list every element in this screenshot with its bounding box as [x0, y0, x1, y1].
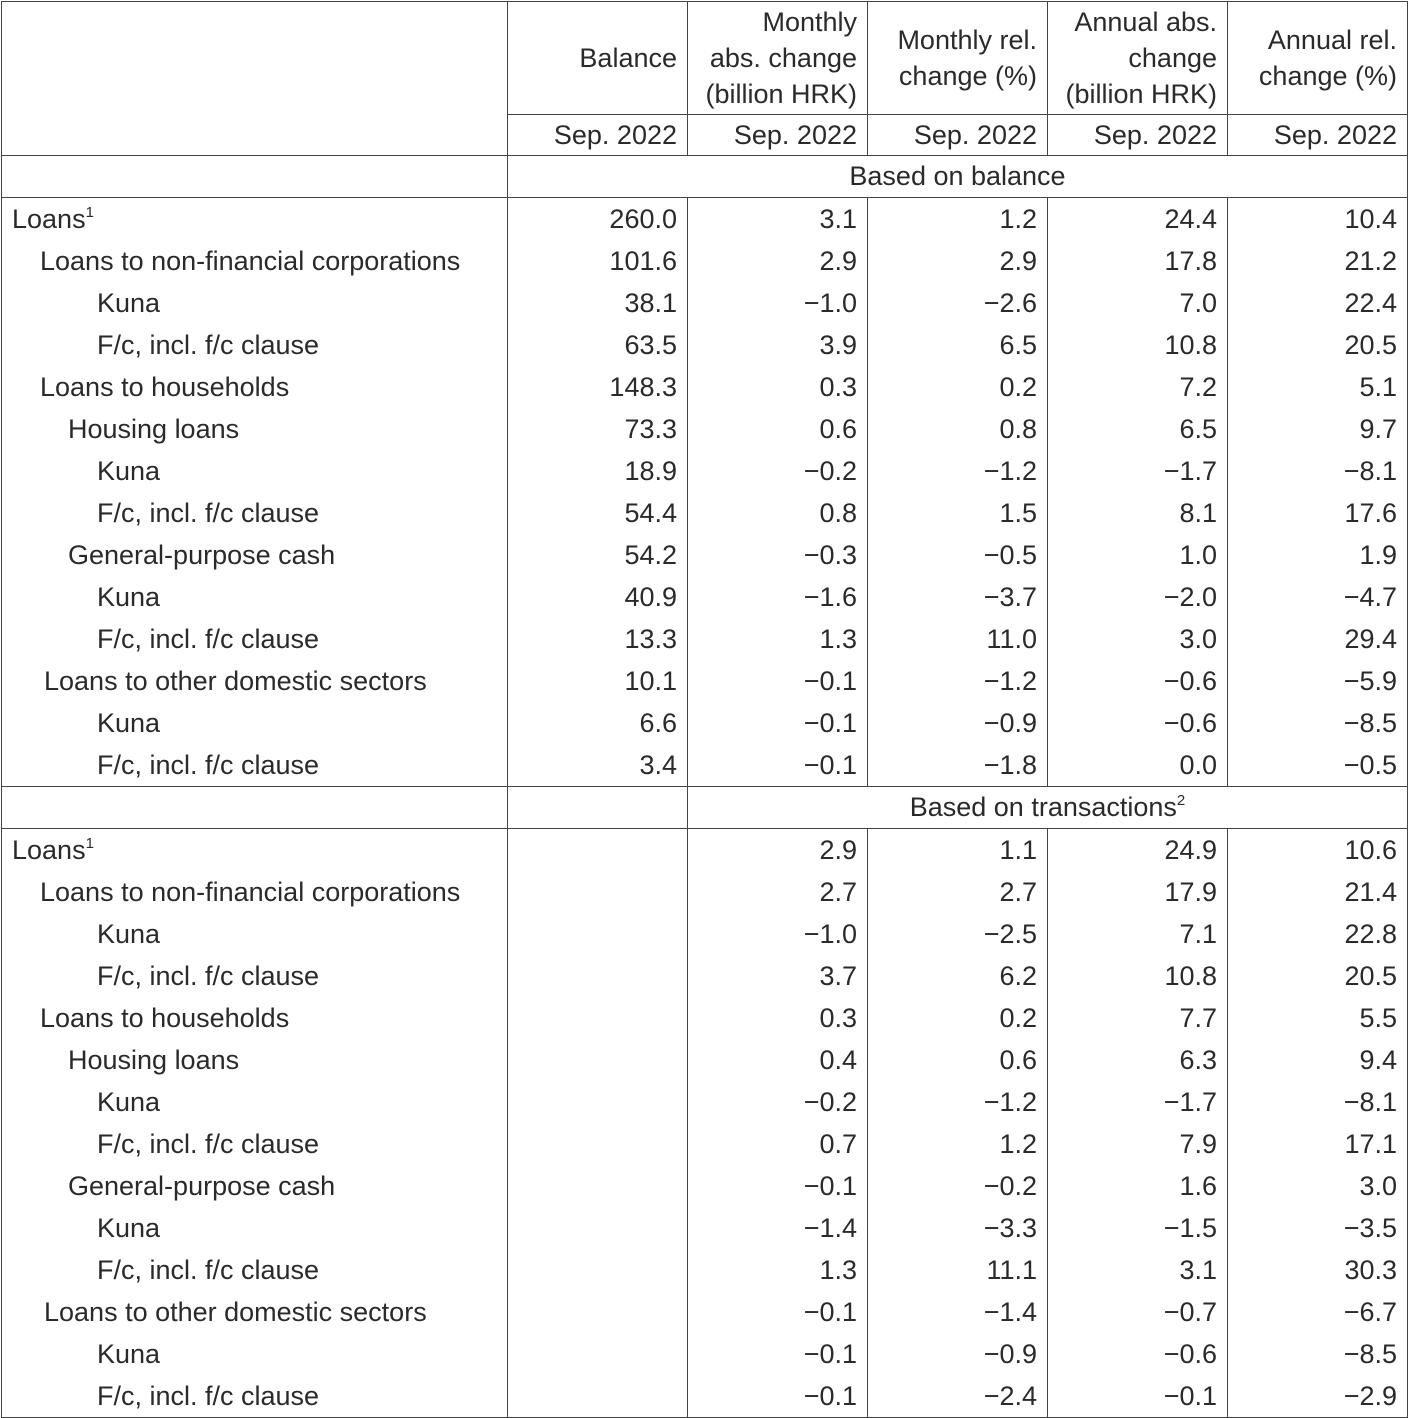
value-cell: −8.5	[1228, 1333, 1408, 1375]
value-cell: 18.9	[508, 450, 688, 492]
value-cell: 3.7	[688, 955, 868, 997]
value-cell: 2.9	[688, 829, 868, 872]
row-label: F/c, incl. f/c clause	[97, 750, 320, 780]
row-label: General-purpose cash	[68, 1171, 336, 1201]
value-cell: −0.1	[688, 1375, 868, 1418]
value-cell: 20.5	[1228, 955, 1408, 997]
section-label	[508, 156, 1408, 198]
row-label: F/c, incl. f/c clause	[97, 1381, 320, 1411]
value-cell: 0.8	[688, 492, 868, 534]
value-cell: −0.5	[868, 534, 1048, 576]
value-cell: 260.0	[508, 198, 688, 241]
row-label-cell	[2, 1039, 508, 1081]
value-cell: −0.1	[688, 1165, 868, 1207]
value-cell: −0.9	[868, 702, 1048, 744]
value-cell: 3.0	[1048, 618, 1228, 660]
row-label: Loans to non-financial corporations	[40, 246, 461, 276]
row-label: Kuna	[97, 1213, 161, 1243]
value-cell: −2.9	[1228, 1375, 1408, 1418]
value-cell: −3.7	[868, 576, 1048, 618]
value-cell: 1.0	[1048, 534, 1228, 576]
row-label: Loans to households	[40, 1003, 290, 1033]
value-cell	[508, 871, 688, 913]
value-cell: 0.2	[868, 366, 1048, 408]
value-cell: −6.7	[1228, 1291, 1408, 1333]
value-cell	[508, 955, 688, 997]
header-corner-cell	[2, 2, 508, 156]
value-cell: 6.3	[1048, 1039, 1228, 1081]
value-cell: 9.7	[1228, 408, 1408, 450]
value-cell: 6.5	[1048, 408, 1228, 450]
value-cell: 17.6	[1228, 492, 1408, 534]
row-label-cell	[2, 366, 508, 408]
value-cell: −0.3	[688, 534, 868, 576]
table-row	[2, 282, 1408, 324]
value-cell: 1.9	[1228, 534, 1408, 576]
row-label-cell	[2, 1123, 508, 1165]
table-row	[2, 576, 1408, 618]
row-label-cell	[2, 829, 508, 872]
value-cell: 38.1	[508, 282, 688, 324]
value-cell: −0.1	[688, 660, 868, 702]
value-cell: −8.5	[1228, 702, 1408, 744]
value-cell: 1.3	[688, 1249, 868, 1291]
value-cell: 1.3	[688, 618, 868, 660]
value-cell: 3.9	[688, 324, 868, 366]
header-date: Sep. 2022	[508, 115, 688, 156]
row-label: Loans to other domestic sectors	[44, 666, 427, 696]
value-cell: −0.1	[688, 1291, 868, 1333]
value-cell: −1.6	[688, 576, 868, 618]
table-row	[2, 1291, 1408, 1333]
row-label-cell	[2, 198, 508, 241]
row-label: F/c, incl. f/c clause	[97, 330, 320, 360]
row-label-cell	[2, 282, 508, 324]
value-cell	[508, 1375, 688, 1418]
value-cell: −2.0	[1048, 576, 1228, 618]
row-label-cell	[2, 1207, 508, 1249]
value-cell: 148.3	[508, 366, 688, 408]
value-cell: 3.1	[1048, 1249, 1228, 1291]
row-label: Kuna	[97, 1339, 161, 1369]
value-cell	[508, 1123, 688, 1165]
header-text-line: change (%)	[1258, 61, 1397, 91]
value-cell	[508, 1333, 688, 1375]
table-row	[2, 1081, 1408, 1123]
row-label: Loans to other domestic sectors	[44, 1297, 427, 1327]
value-cell: 1.1	[868, 829, 1048, 872]
table-row	[2, 955, 1408, 997]
section-label	[688, 787, 1408, 829]
table-row	[2, 198, 1408, 241]
value-cell: −1.0	[688, 282, 868, 324]
value-cell: −2.4	[868, 1375, 1048, 1418]
value-cell: 21.4	[1228, 871, 1408, 913]
header-text-line: Monthly rel.	[897, 25, 1037, 55]
row-label-cell	[2, 1249, 508, 1291]
row-label-cell	[2, 576, 508, 618]
value-cell	[508, 1207, 688, 1249]
section-blank-cell	[2, 787, 508, 829]
value-cell: 1.6	[1048, 1165, 1228, 1207]
table-row	[2, 450, 1408, 492]
row-label-cell	[2, 660, 508, 702]
table-row	[2, 618, 1408, 660]
value-cell: 17.1	[1228, 1123, 1408, 1165]
table-row	[2, 660, 1408, 702]
value-cell: 5.5	[1228, 997, 1408, 1039]
header-date: Sep. 2022	[1048, 115, 1228, 156]
value-cell: 10.8	[1048, 324, 1228, 366]
row-label-cell	[2, 997, 508, 1039]
header-date: Sep. 2022	[1228, 115, 1408, 156]
value-cell: −3.3	[868, 1207, 1048, 1249]
row-label: Housing loans	[68, 1045, 240, 1075]
value-cell: −1.5	[1048, 1207, 1228, 1249]
value-cell: 8.1	[1048, 492, 1228, 534]
value-cell: 20.5	[1228, 324, 1408, 366]
value-cell: 17.9	[1048, 871, 1228, 913]
row-label: Kuna	[97, 582, 161, 612]
value-cell: 3.4	[508, 744, 688, 787]
value-cell: −5.9	[1228, 660, 1408, 702]
value-cell: −2.6	[868, 282, 1048, 324]
value-cell: −0.5	[1228, 744, 1408, 787]
value-cell: 63.5	[508, 324, 688, 366]
value-cell: 0.7	[688, 1123, 868, 1165]
row-label-cell	[2, 1333, 508, 1375]
row-label-cell	[2, 1165, 508, 1207]
table-row	[2, 534, 1408, 576]
value-cell: 2.7	[688, 871, 868, 913]
value-cell: −1.8	[868, 744, 1048, 787]
header-date: Sep. 2022	[868, 115, 1048, 156]
value-cell: 0.3	[688, 997, 868, 1039]
value-cell	[508, 1081, 688, 1123]
value-cell: 1.2	[868, 198, 1048, 241]
value-cell: 24.9	[1048, 829, 1228, 872]
value-cell	[508, 1165, 688, 1207]
row-label: General-purpose cash	[68, 540, 336, 570]
value-cell: −0.1	[688, 702, 868, 744]
row-label-cell	[2, 618, 508, 660]
value-cell: 0.6	[688, 408, 868, 450]
value-cell: 7.9	[1048, 1123, 1228, 1165]
row-label-cell	[2, 492, 508, 534]
row-label-cell	[2, 871, 508, 913]
value-cell: −1.2	[868, 1081, 1048, 1123]
row-label: Kuna	[97, 708, 161, 738]
header-text-line: (billion HRK)	[705, 79, 857, 109]
section-label-text: Based on balance	[849, 161, 1066, 191]
value-cell: −1.2	[868, 660, 1048, 702]
header-row	[2, 2, 1408, 115]
value-cell: 54.4	[508, 492, 688, 534]
value-cell: −1.7	[1048, 450, 1228, 492]
table-row	[2, 997, 1408, 1039]
row-label: Loans	[12, 204, 86, 234]
value-cell: −0.6	[1048, 1333, 1228, 1375]
value-cell	[508, 1039, 688, 1081]
value-cell: −4.7	[1228, 576, 1408, 618]
value-cell: 3.1	[688, 198, 868, 241]
value-cell: 2.7	[868, 871, 1048, 913]
footnote-marker: 1	[85, 204, 94, 221]
table-row	[2, 408, 1408, 450]
row-label: Loans to households	[40, 372, 290, 402]
table-row	[2, 1165, 1408, 1207]
section-blank-cell	[508, 787, 688, 829]
header-text-line: Monthly	[762, 7, 857, 37]
row-label: F/c, incl. f/c clause	[97, 961, 320, 991]
value-cell: 7.2	[1048, 366, 1228, 408]
table-row	[2, 1375, 1408, 1418]
value-cell: −1.7	[1048, 1081, 1228, 1123]
value-cell	[508, 913, 688, 955]
value-cell: 6.6	[508, 702, 688, 744]
value-cell: 1.5	[868, 492, 1048, 534]
value-cell: −1.4	[868, 1291, 1048, 1333]
value-cell: −0.6	[1048, 660, 1228, 702]
value-cell: 7.1	[1048, 913, 1228, 955]
header-text-line: change	[1128, 43, 1217, 73]
footnote-marker: 2	[1176, 792, 1186, 809]
value-cell: −0.2	[688, 1081, 868, 1123]
value-cell	[508, 997, 688, 1039]
value-cell: 21.2	[1228, 240, 1408, 282]
value-cell: 7.7	[1048, 997, 1228, 1039]
table-row	[2, 1333, 1408, 1375]
row-label-cell	[2, 324, 508, 366]
value-cell: 24.4	[1048, 198, 1228, 241]
header-text-line: Annual abs.	[1074, 7, 1217, 37]
row-label: F/c, incl. f/c clause	[97, 624, 320, 654]
value-cell: 11.0	[868, 618, 1048, 660]
value-cell	[508, 1249, 688, 1291]
value-cell: 3.0	[1228, 1165, 1408, 1207]
table-row	[2, 871, 1408, 913]
table-body	[2, 156, 1408, 1418]
table-row	[2, 1039, 1408, 1081]
row-label: F/c, incl. f/c clause	[97, 498, 320, 528]
value-cell: 54.2	[508, 534, 688, 576]
value-cell: 0.2	[868, 997, 1048, 1039]
value-cell: −8.1	[1228, 1081, 1408, 1123]
value-cell: 2.9	[868, 240, 1048, 282]
section-header-row	[2, 787, 1408, 829]
value-cell: −2.5	[868, 913, 1048, 955]
header-monthly-rel-change	[868, 2, 1048, 115]
value-cell: 73.3	[508, 408, 688, 450]
value-cell: 6.5	[868, 324, 1048, 366]
value-cell: 10.6	[1228, 829, 1408, 872]
table-row	[2, 829, 1408, 872]
row-label: Kuna	[97, 919, 161, 949]
value-cell: 1.2	[868, 1123, 1048, 1165]
table-row	[2, 240, 1408, 282]
value-cell: −0.1	[688, 744, 868, 787]
value-cell: 5.1	[1228, 366, 1408, 408]
row-label: Kuna	[97, 456, 161, 486]
header-text-line: abs. change	[709, 43, 857, 73]
value-cell: 10.8	[1048, 955, 1228, 997]
table-row	[2, 492, 1408, 534]
section-blank-cell	[2, 156, 508, 198]
value-cell: −0.1	[1048, 1375, 1228, 1418]
value-cell: 9.4	[1228, 1039, 1408, 1081]
row-label: Loans	[12, 835, 86, 865]
row-label-cell	[2, 955, 508, 997]
value-cell: −3.5	[1228, 1207, 1408, 1249]
value-cell	[508, 1291, 688, 1333]
value-cell	[508, 829, 688, 872]
table-row	[2, 702, 1408, 744]
row-label-cell	[2, 1291, 508, 1333]
row-label: F/c, incl. f/c clause	[97, 1129, 320, 1159]
row-label-cell	[2, 534, 508, 576]
header-text-line: Annual rel.	[1267, 25, 1397, 55]
value-cell: 0.6	[868, 1039, 1048, 1081]
row-label-cell	[2, 702, 508, 744]
row-label-cell	[2, 408, 508, 450]
value-cell: −0.1	[688, 1333, 868, 1375]
row-label: Kuna	[97, 288, 161, 318]
header-text-line: change (%)	[898, 61, 1037, 91]
value-cell: 29.4	[1228, 618, 1408, 660]
row-label: Loans to non-financial corporations	[40, 877, 461, 907]
value-cell: 13.3	[508, 618, 688, 660]
row-label-cell	[2, 744, 508, 787]
row-label-cell	[2, 240, 508, 282]
table-row	[2, 1207, 1408, 1249]
row-label-cell	[2, 450, 508, 492]
row-label: Housing loans	[68, 414, 240, 444]
value-cell: 40.9	[508, 576, 688, 618]
footnote-marker: 1	[85, 835, 94, 852]
header-text-line: Balance	[579, 43, 677, 73]
value-cell: −0.9	[868, 1333, 1048, 1375]
value-cell: 0.4	[688, 1039, 868, 1081]
value-cell: −1.0	[688, 913, 868, 955]
header-annual-rel-change	[1228, 2, 1408, 115]
row-label-cell	[2, 913, 508, 955]
table-row	[2, 324, 1408, 366]
value-cell: 30.3	[1228, 1249, 1408, 1291]
table-row	[2, 1249, 1408, 1291]
value-cell: 0.3	[688, 366, 868, 408]
value-cell: −0.2	[688, 450, 868, 492]
table-row	[2, 913, 1408, 955]
header-monthly-abs-change	[688, 2, 868, 115]
row-label-cell	[2, 1375, 508, 1418]
value-cell: 7.0	[1048, 282, 1228, 324]
value-cell: −1.2	[868, 450, 1048, 492]
value-cell: 22.8	[1228, 913, 1408, 955]
value-cell: −0.2	[868, 1165, 1048, 1207]
value-cell: −0.6	[1048, 702, 1228, 744]
value-cell: 17.8	[1048, 240, 1228, 282]
value-cell: 0.8	[868, 408, 1048, 450]
table-row	[2, 366, 1408, 408]
table-row	[2, 1123, 1408, 1165]
table-row	[2, 744, 1408, 787]
value-cell: 0.0	[1048, 744, 1228, 787]
header-text-line: (billion HRK)	[1065, 79, 1217, 109]
header-balance	[508, 2, 688, 115]
value-cell: 10.4	[1228, 198, 1408, 241]
value-cell: −8.1	[1228, 450, 1408, 492]
header-date: Sep. 2022	[688, 115, 868, 156]
value-cell: 10.1	[508, 660, 688, 702]
row-label: F/c, incl. f/c clause	[97, 1255, 320, 1285]
header-annual-abs-change	[1048, 2, 1228, 115]
row-label: Kuna	[97, 1087, 161, 1117]
value-cell: 101.6	[508, 240, 688, 282]
value-cell: −1.4	[688, 1207, 868, 1249]
value-cell: 11.1	[868, 1249, 1048, 1291]
loans-table	[1, 1, 1408, 1418]
value-cell: −0.7	[1048, 1291, 1228, 1333]
value-cell: 6.2	[868, 955, 1048, 997]
value-cell: 22.4	[1228, 282, 1408, 324]
value-cell: 2.9	[688, 240, 868, 282]
section-label-text: Based on transactions	[909, 792, 1177, 822]
section-header-row	[2, 156, 1408, 198]
row-label-cell	[2, 1081, 508, 1123]
